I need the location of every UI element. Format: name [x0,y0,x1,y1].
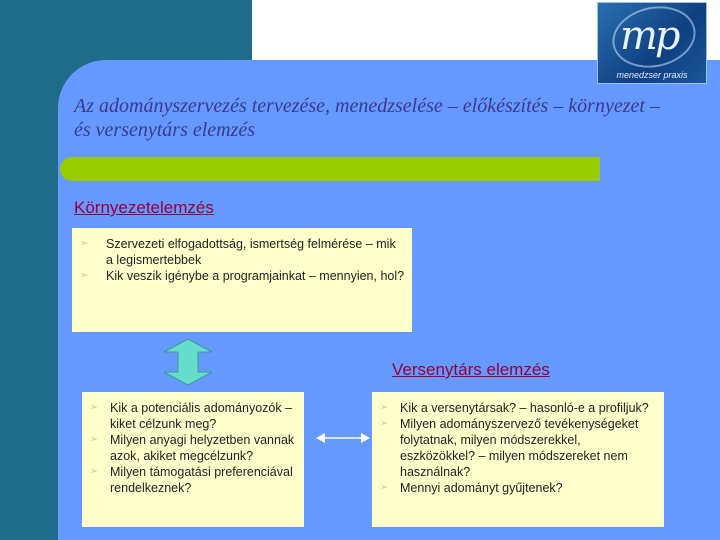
green-accent-bar [60,157,600,181]
bullet-text: Milyen adományszervező tevékenységeket folytatnak, milyen módszerekkel, eszközökkel? – milyen módszereket nem használnak? [400,417,639,479]
environment-bullet-list [78,236,406,284]
double-arrow-horizontal-icon [315,430,371,446]
bullet-text: Milyen anyagi helyzetben vannak azok, akiket megcélzunk? [110,433,295,463]
bullet-text: Kik a versenytársak? – hasonló-e a profiljuk? [400,401,649,415]
menedzser-praxis-logo [597,2,707,84]
bullet-text: Mennyi adományt gyűjtenek? [400,481,563,495]
arrow-bullet-icon: ➢ [90,434,99,445]
bullet-text: Kik a potenciális adományozók – kiket célzunk meg? [110,401,293,431]
competitor-analysis-box [372,392,664,527]
bullet-text: Milyen támogatási preferenciával rendelkeznek? [110,465,293,495]
list-item [78,236,406,268]
double-arrow-vertical-icon [160,338,216,386]
environment-box [72,228,412,332]
list-item [378,416,658,480]
arrow-bullet-icon: ➢ [80,238,89,249]
arrow-bullet-icon: ➢ [380,418,389,429]
arrow-bullet-icon: ➢ [90,466,99,477]
slide-title: Az adományszervezés tervezése, menedzselése – előkészítés – környezet – és versenytárs elemzés [74,95,660,141]
arrow-bullet-icon: ➢ [80,270,89,281]
list-item [378,400,658,416]
competitor-bullet-list [378,400,658,496]
environment-heading: Környezetelemzés [74,198,214,217]
list-item [78,268,406,284]
competitor-heading: Versenytárs elemzés [392,360,550,379]
arrow-bullet-icon: ➢ [380,402,389,413]
list-item [378,480,658,496]
bullet-text: Szervezeti elfogadottság, ismertség felmérése – mik a legismertebbek [106,237,396,267]
arrow-bullet-icon: ➢ [90,402,99,413]
list-item [88,464,298,496]
bullet-text: Kik veszik igénybe a programjainkat – mennyien, hol? [106,269,405,283]
list-item [88,432,298,464]
logo-caption: menedzser praxis [616,70,688,80]
list-item [88,400,298,432]
logo-mark: mp [620,13,678,59]
donor-analysis-box [82,392,304,527]
donor-bullet-list [88,400,298,496]
arrow-bullet-icon: ➢ [380,482,389,493]
